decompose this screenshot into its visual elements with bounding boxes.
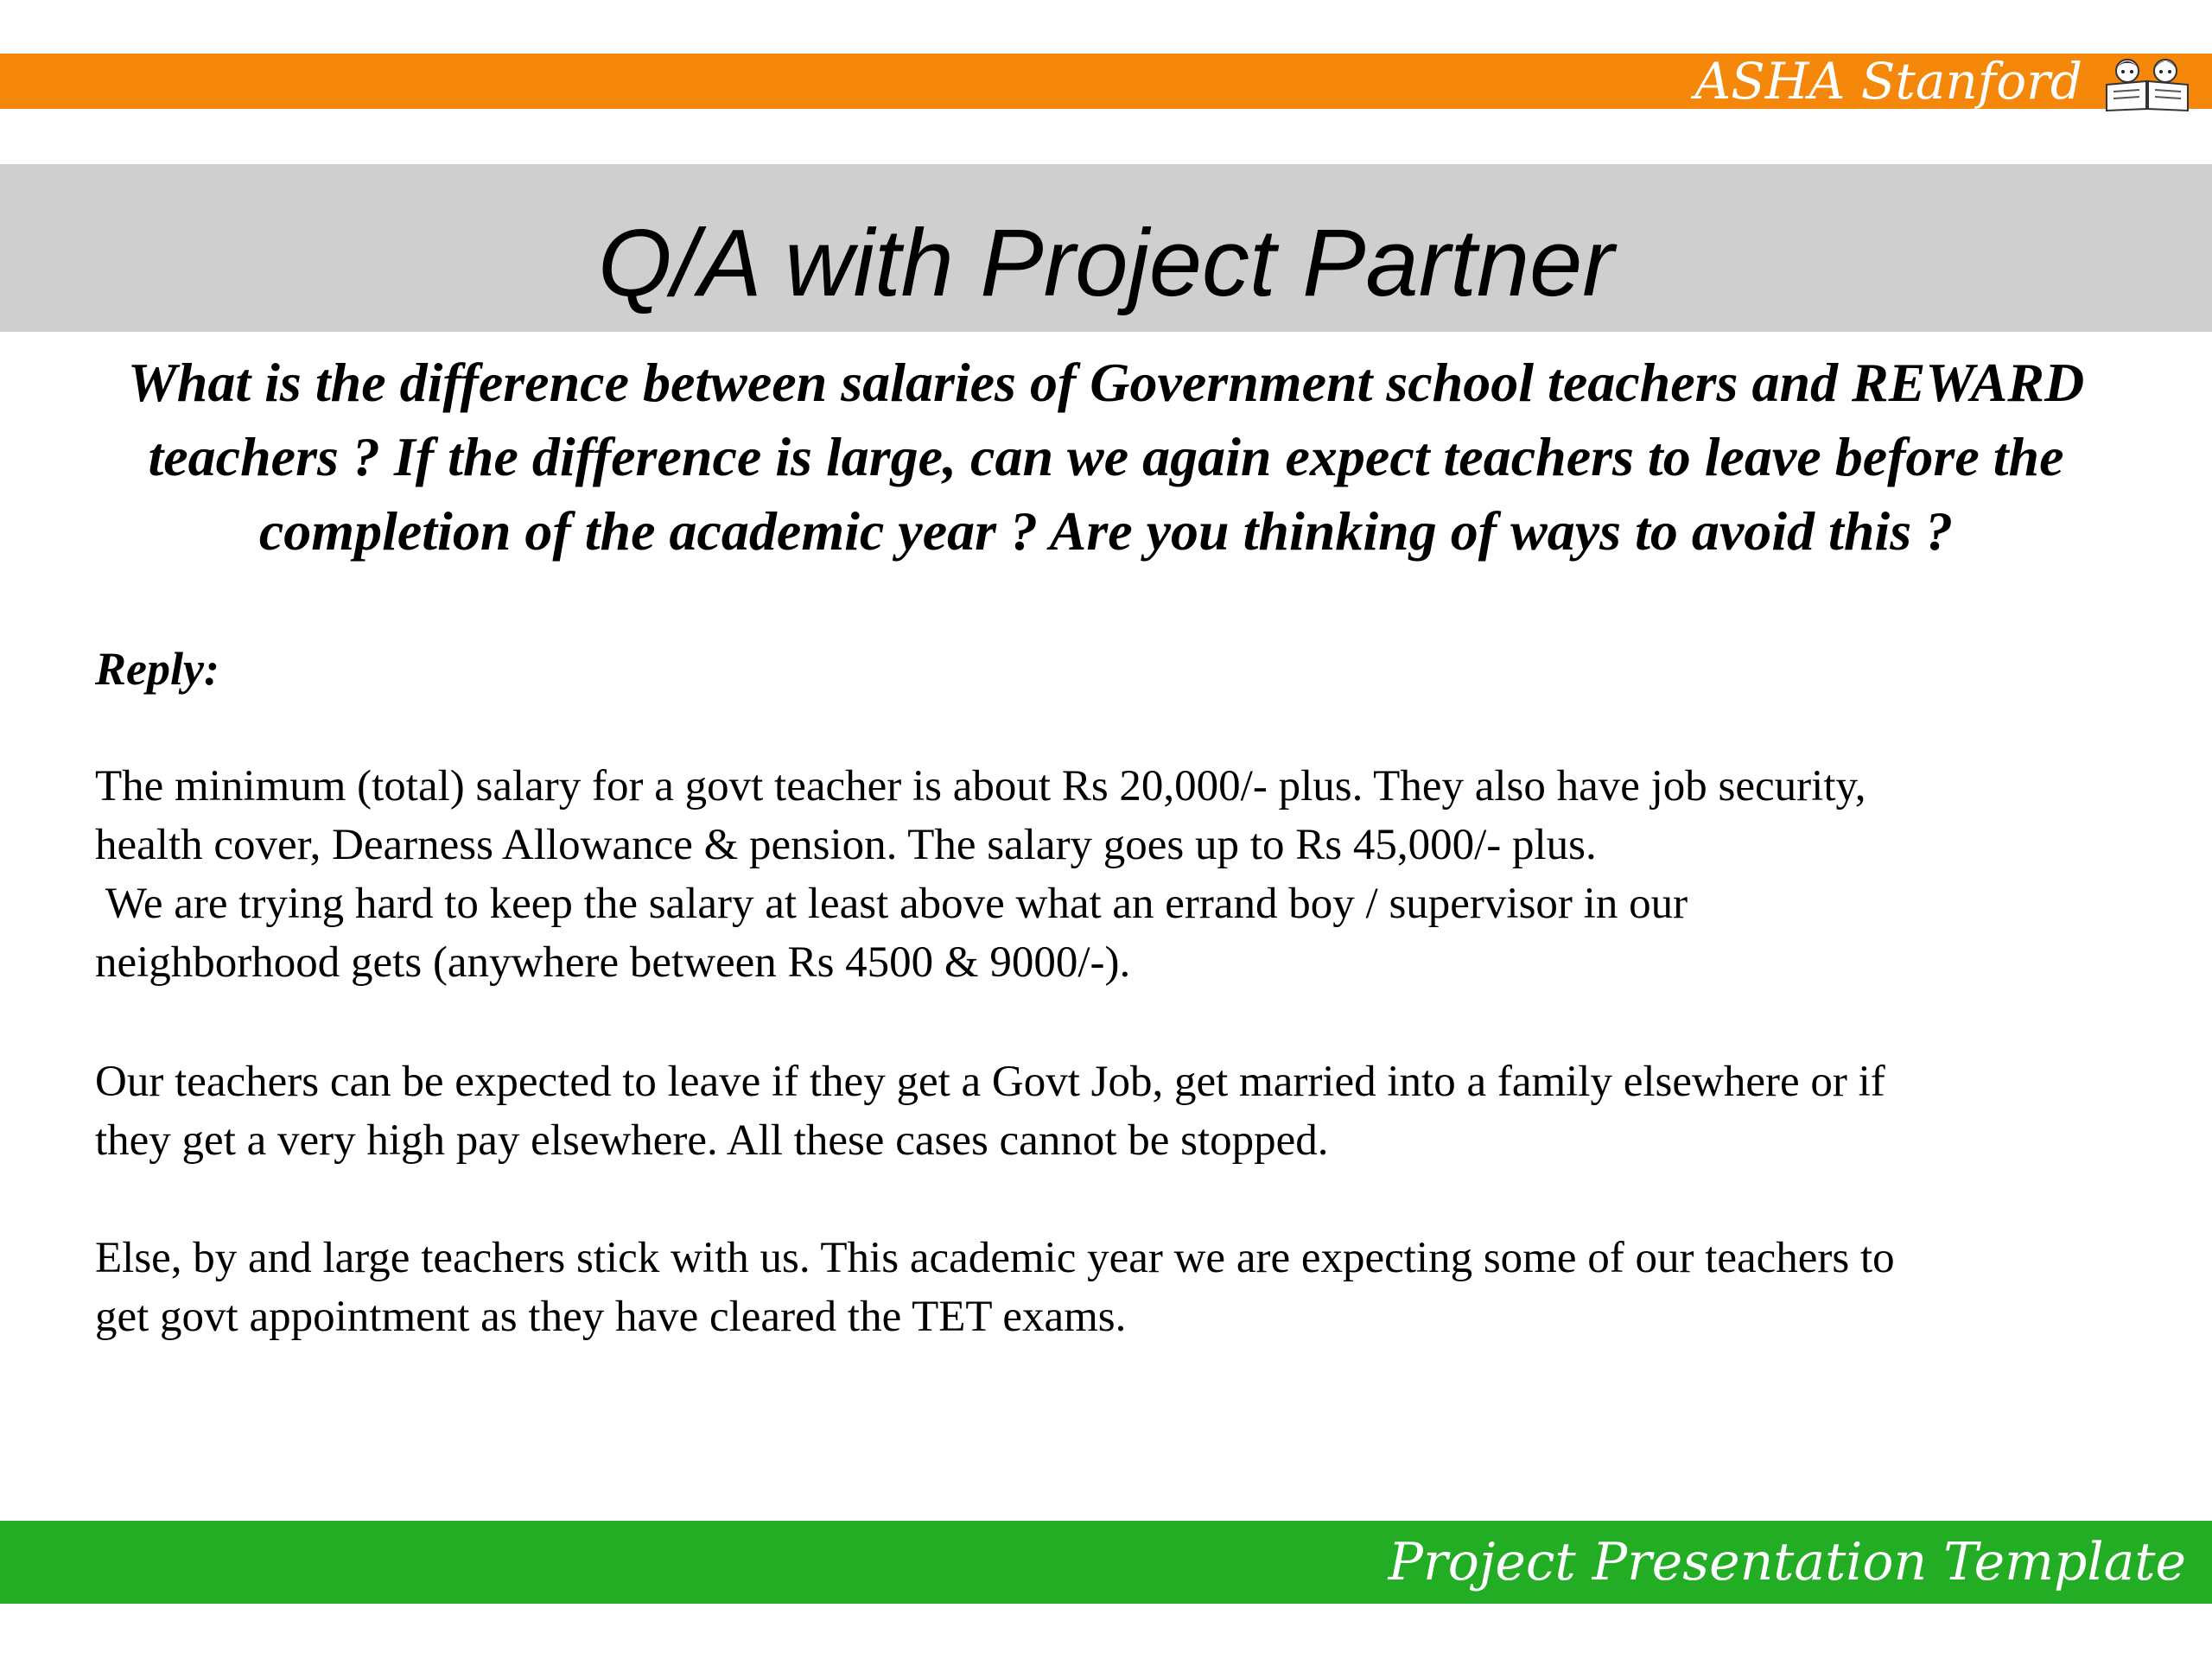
bottom-footer-bar	[0, 1521, 2212, 1604]
answer-line: The minimum (total) salary for a govt teacher is about Rs 20,000/- plus. They also have job security,	[95, 762, 1866, 810]
answer-line: get govt appointment as they have cleared the TET exams.	[95, 1293, 1127, 1341]
slide-title: Q/A with Project Partner	[598, 210, 1614, 316]
answer-paragraph-leaving	[95, 1052, 2152, 1170]
answer-line: Else, by and large teachers stick with us. This academic year we are expecting some of our teachers to	[95, 1234, 1895, 1282]
answer-line: Our teachers can be expected to leave if they get a Govt Job, get married into a family elsewhere or if	[95, 1058, 1885, 1106]
answer-line: We are trying hard to keep the salary at least above what an errand boy / supervisor in our	[95, 880, 1688, 928]
reading-children-logo-icon	[2100, 55, 2195, 112]
answer-line: they get a very high pay elsewhere. All these cases cannot be stopped.	[95, 1116, 1329, 1165]
reply-label: Reply:	[95, 643, 219, 695]
brand-name: ASHA Stanford	[1694, 52, 2082, 111]
question-text: What is the difference between salaries of Government school teachers and REWARD teachers ? If the difference is large, can we again expect teachers to leave before the completion of the academic year ? Are you thinking of ways to avoid this ?	[127, 352, 2085, 562]
answer-line: health cover, Dearness Allowance & pension. The salary goes up to Rs 45,000/- plus.	[95, 821, 1597, 869]
answer-paragraph-retention	[95, 1229, 2152, 1346]
answer-line: neighborhood gets (anywhere between Rs 4500 & 9000/-).	[95, 938, 1131, 987]
footer-text: Project Presentation Template	[1388, 1532, 2186, 1592]
title-band	[0, 164, 2212, 332]
answer-paragraph-salary	[95, 757, 2152, 992]
